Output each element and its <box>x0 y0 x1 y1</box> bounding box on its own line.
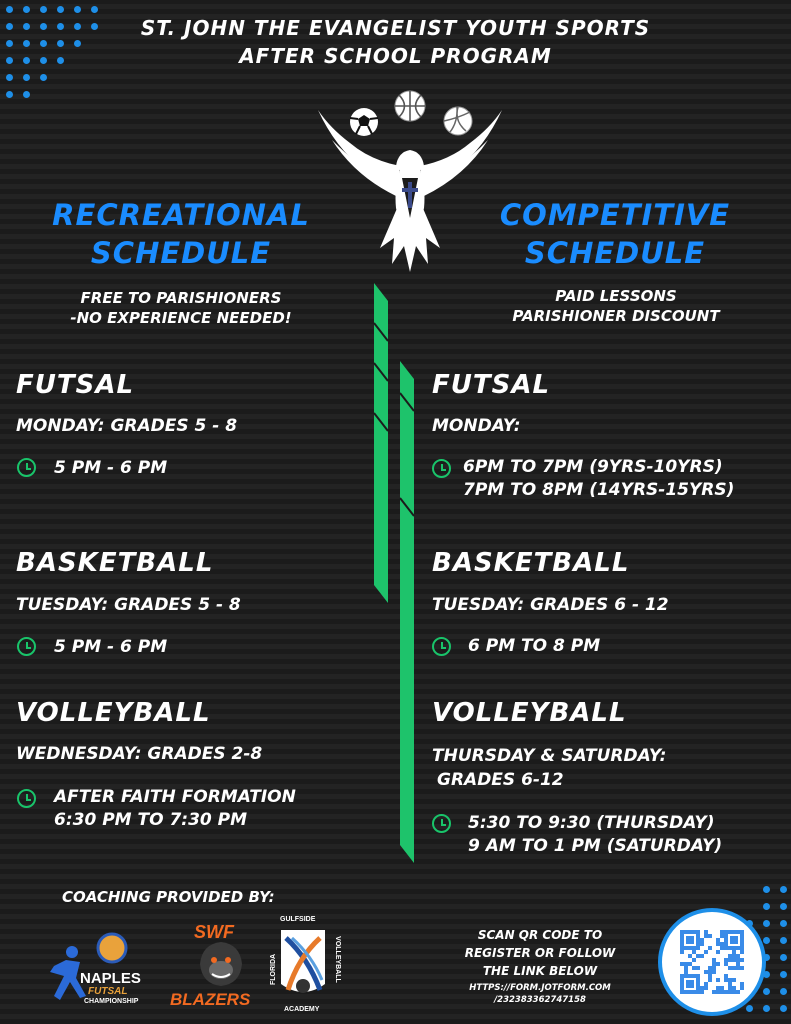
qr-module <box>732 950 736 954</box>
clock-icon <box>17 637 36 656</box>
register-line-3: THE LINK BELOW <box>482 964 598 978</box>
divider-stripes <box>372 283 420 868</box>
championship-text: CHAMPIONSHIP <box>84 998 139 1005</box>
decorative-dot <box>23 74 30 81</box>
comp-volleyball-time-line-2: 9 AM TO 1 PM (SATURDAY) <box>468 836 723 856</box>
rec-volleyball-day: WEDNESDAY: GRADES 2-8 <box>16 744 263 764</box>
qr-module <box>720 986 724 990</box>
decorative-dot <box>780 903 787 910</box>
rec-futsal-time: 5 PM - 6 PM <box>54 458 168 478</box>
qr-code[interactable] <box>680 930 744 994</box>
header-line-1: ST. JOHN THE EVANGELIST YOUTH SPORTS <box>140 16 651 40</box>
qr-module <box>720 942 724 946</box>
comp-futsal-title: FUTSAL <box>432 370 551 400</box>
qr-module <box>728 990 732 994</box>
rec-volleyball-time-line-2: 6:30 PM TO 7:30 PM <box>54 810 248 830</box>
qr-module <box>684 962 688 966</box>
rec-basketball-title: BASKETBALL <box>16 548 214 578</box>
comp-volleyball-day-line-1: THURSDAY & SATURDAY: <box>432 746 667 766</box>
rec-volleyball-title: VOLLEYBALL <box>16 698 211 728</box>
rec-title <box>36 196 326 272</box>
qr-module <box>736 962 740 966</box>
decorative-dot <box>40 6 47 13</box>
qr-module <box>692 950 696 954</box>
comp-volleyball-day-line-2: GRADES 6-12 <box>437 770 564 790</box>
volleyball-icon <box>444 107 472 135</box>
qr-module <box>720 934 724 938</box>
qr-module <box>712 970 716 974</box>
academy-text: ACADEMY <box>284 1006 320 1013</box>
qr-module <box>700 954 704 958</box>
decorative-dot <box>746 1005 753 1012</box>
decorative-dot <box>763 988 770 995</box>
decorative-dot <box>763 1005 770 1012</box>
qr-module <box>712 966 716 970</box>
qr-module <box>728 954 732 958</box>
qr-module <box>692 966 696 970</box>
decorative-dot <box>6 74 13 81</box>
gorilla-icon <box>196 940 246 988</box>
qr-module <box>736 958 740 962</box>
qr-module <box>728 978 732 982</box>
decorative-dot <box>780 971 787 978</box>
qr-module <box>708 934 712 938</box>
qr-finder-inner <box>686 936 694 944</box>
qr-module <box>704 930 708 934</box>
qr-module <box>724 990 728 994</box>
rec-subtitle-line-1: FREE TO PARISHIONERS <box>80 289 282 307</box>
qr-module <box>716 986 720 990</box>
futsal-text: FUTSAL <box>88 986 128 997</box>
decorative-dot <box>763 886 770 893</box>
qr-module <box>700 942 704 946</box>
qr-finder-inner <box>686 980 694 988</box>
qr-module <box>724 958 728 962</box>
qr-module <box>704 934 708 938</box>
qr-module <box>720 946 724 950</box>
decorative-dot <box>780 886 787 893</box>
register-url-line-2: /232383362747158 <box>494 995 586 1005</box>
swf-text: SWF <box>194 922 234 942</box>
register-instructions <box>440 926 640 980</box>
qr-module <box>708 970 712 974</box>
comp-volleyball-title: VOLLEYBALL <box>432 698 627 728</box>
qr-module <box>732 990 736 994</box>
qr-module <box>704 970 708 974</box>
soccer-ball-icon <box>350 108 378 136</box>
decorative-dot <box>780 1005 787 1012</box>
clock-icon <box>432 637 451 656</box>
comp-futsal-time-line-2: 7PM TO 8PM (14YRS-15YRS) <box>463 480 735 500</box>
comp-title <box>470 196 760 272</box>
rec-volleyball-time-line-1: AFTER FAITH FORMATION <box>54 787 296 807</box>
clock-icon <box>17 458 36 477</box>
qr-module <box>716 978 720 982</box>
rec-basketball-day: TUESDAY: GRADES 5 - 8 <box>16 595 241 615</box>
qr-module <box>712 990 716 994</box>
comp-futsal-day: MONDAY: <box>432 416 521 436</box>
gulfside-text: GULFSIDE <box>280 916 316 923</box>
qr-module <box>696 954 700 958</box>
comp-subtitle <box>466 286 766 326</box>
qr-module <box>720 930 724 934</box>
qr-module <box>740 986 744 990</box>
qr-module <box>728 982 732 986</box>
register-line-1: SCAN QR CODE TO <box>477 928 603 942</box>
rec-futsal-title: FUTSAL <box>16 370 135 400</box>
decorative-dot <box>74 6 81 13</box>
qr-module <box>712 962 716 966</box>
decorative-dot <box>57 6 64 13</box>
qr-module <box>724 974 728 978</box>
qr-module <box>716 990 720 994</box>
qr-module <box>716 950 720 954</box>
gulfside-volleyball-academy-logo <box>270 916 341 1016</box>
comp-volleyball-time-line-1: 5:30 TO 9:30 (THURSDAY) <box>468 813 715 833</box>
qr-module <box>724 978 728 982</box>
decorative-dot <box>780 920 787 927</box>
comp-title-line-1: COMPETITIVE <box>499 198 731 232</box>
qr-module <box>732 958 736 962</box>
decorative-dot <box>780 954 787 961</box>
decorative-dot <box>23 6 30 13</box>
comp-volleyball-day <box>432 744 666 792</box>
basketball-icon <box>395 91 425 121</box>
clock-icon <box>432 814 451 833</box>
qr-code-badge[interactable] <box>658 908 766 1016</box>
rec-title-line-1: RECREATIONAL <box>52 198 310 232</box>
decorative-dot <box>91 6 98 13</box>
rec-title-line-2: SCHEDULE <box>90 236 272 270</box>
qr-module <box>728 958 732 962</box>
decorative-dot <box>40 74 47 81</box>
qr-module <box>732 954 736 958</box>
qr-module <box>708 974 712 978</box>
qr-module <box>688 962 692 966</box>
qr-module <box>704 982 708 986</box>
blazers-text: BLAZERS <box>170 990 251 1009</box>
volleyball-text: VOLLEYBALL <box>333 936 341 983</box>
comp-basketball-day: TUESDAY: GRADES 6 - 12 <box>432 595 669 615</box>
qr-module <box>716 938 720 942</box>
comp-volleyball-time <box>468 812 722 858</box>
qr-module <box>736 990 740 994</box>
qr-module <box>708 978 712 982</box>
qr-module <box>716 962 720 966</box>
rec-subtitle <box>36 288 326 328</box>
qr-module <box>732 986 736 990</box>
decorative-dot <box>780 937 787 944</box>
comp-subtitle-line-2: PARISHIONER DISCOUNT <box>512 307 720 325</box>
rec-volleyball-time <box>54 786 296 832</box>
comp-title-line-2: SCHEDULE <box>524 236 706 270</box>
rec-futsal-day: MONDAY: GRADES 5 - 8 <box>16 416 238 436</box>
qr-module <box>680 950 684 954</box>
qr-module <box>700 990 704 994</box>
header-title <box>0 14 791 70</box>
qr-module <box>684 966 688 970</box>
shield-icon <box>278 928 328 1002</box>
comp-subtitle-line-1: PAID LESSONS <box>555 287 677 305</box>
qr-module <box>724 962 728 966</box>
swf-blazers-logo <box>170 922 258 1014</box>
qr-module <box>708 946 712 950</box>
qr-module <box>680 962 684 966</box>
register-link[interactable] <box>440 982 640 1006</box>
qr-module <box>704 986 708 990</box>
soccer-ball-icon <box>96 932 128 964</box>
qr-finder-inner <box>730 936 738 944</box>
qr-module <box>740 982 744 986</box>
coaching-label: COACHING PROVIDED BY: <box>62 888 275 906</box>
qr-module <box>712 958 716 962</box>
naples-text: NAPLES <box>80 970 141 987</box>
qr-module <box>688 954 692 958</box>
qr-module <box>696 966 700 970</box>
florida-text: FLORIDA <box>270 953 278 986</box>
comp-futsal-time <box>463 456 734 502</box>
qr-module <box>740 950 744 954</box>
qr-module <box>728 986 732 990</box>
qr-module <box>704 950 708 954</box>
clock-icon <box>432 459 451 478</box>
register-url-line-1: HTTPS://FORM.JOTFORM.COM <box>469 983 611 993</box>
qr-module <box>736 954 740 958</box>
register-line-2: REGISTER OR FOLLOW <box>464 946 616 960</box>
qr-module <box>736 966 740 970</box>
decorative-dot <box>6 91 13 98</box>
qr-module <box>728 966 732 970</box>
qr-module <box>740 958 744 962</box>
decorative-dot <box>23 91 30 98</box>
qr-module <box>708 966 712 970</box>
decorative-dot <box>763 920 770 927</box>
decorative-dot <box>763 903 770 910</box>
comp-futsal-time-line-1: 6PM TO 7PM (9YRS-10YRS) <box>463 457 723 477</box>
rec-subtitle-line-2: -NO EXPERIENCE NEEDED! <box>70 309 292 327</box>
comp-basketball-title: BASKETBALL <box>432 548 630 578</box>
decorative-dot <box>6 6 13 13</box>
qr-module <box>684 970 688 974</box>
qr-module <box>700 986 704 990</box>
decorative-dot <box>763 937 770 944</box>
clock-icon <box>17 789 36 808</box>
qr-module <box>732 978 736 982</box>
qr-module <box>692 958 696 962</box>
qr-module <box>700 938 704 942</box>
qr-module <box>740 966 744 970</box>
qr-module <box>720 990 724 994</box>
qr-module <box>716 942 720 946</box>
naples-futsal-logo <box>40 930 152 1010</box>
rec-basketball-time: 5 PM - 6 PM <box>54 637 168 657</box>
header-line-2: AFTER SCHOOL PROGRAM <box>239 44 552 68</box>
qr-module <box>732 966 736 970</box>
comp-basketball-time: 6 PM TO 8 PM <box>468 636 601 656</box>
decorative-dot <box>780 988 787 995</box>
